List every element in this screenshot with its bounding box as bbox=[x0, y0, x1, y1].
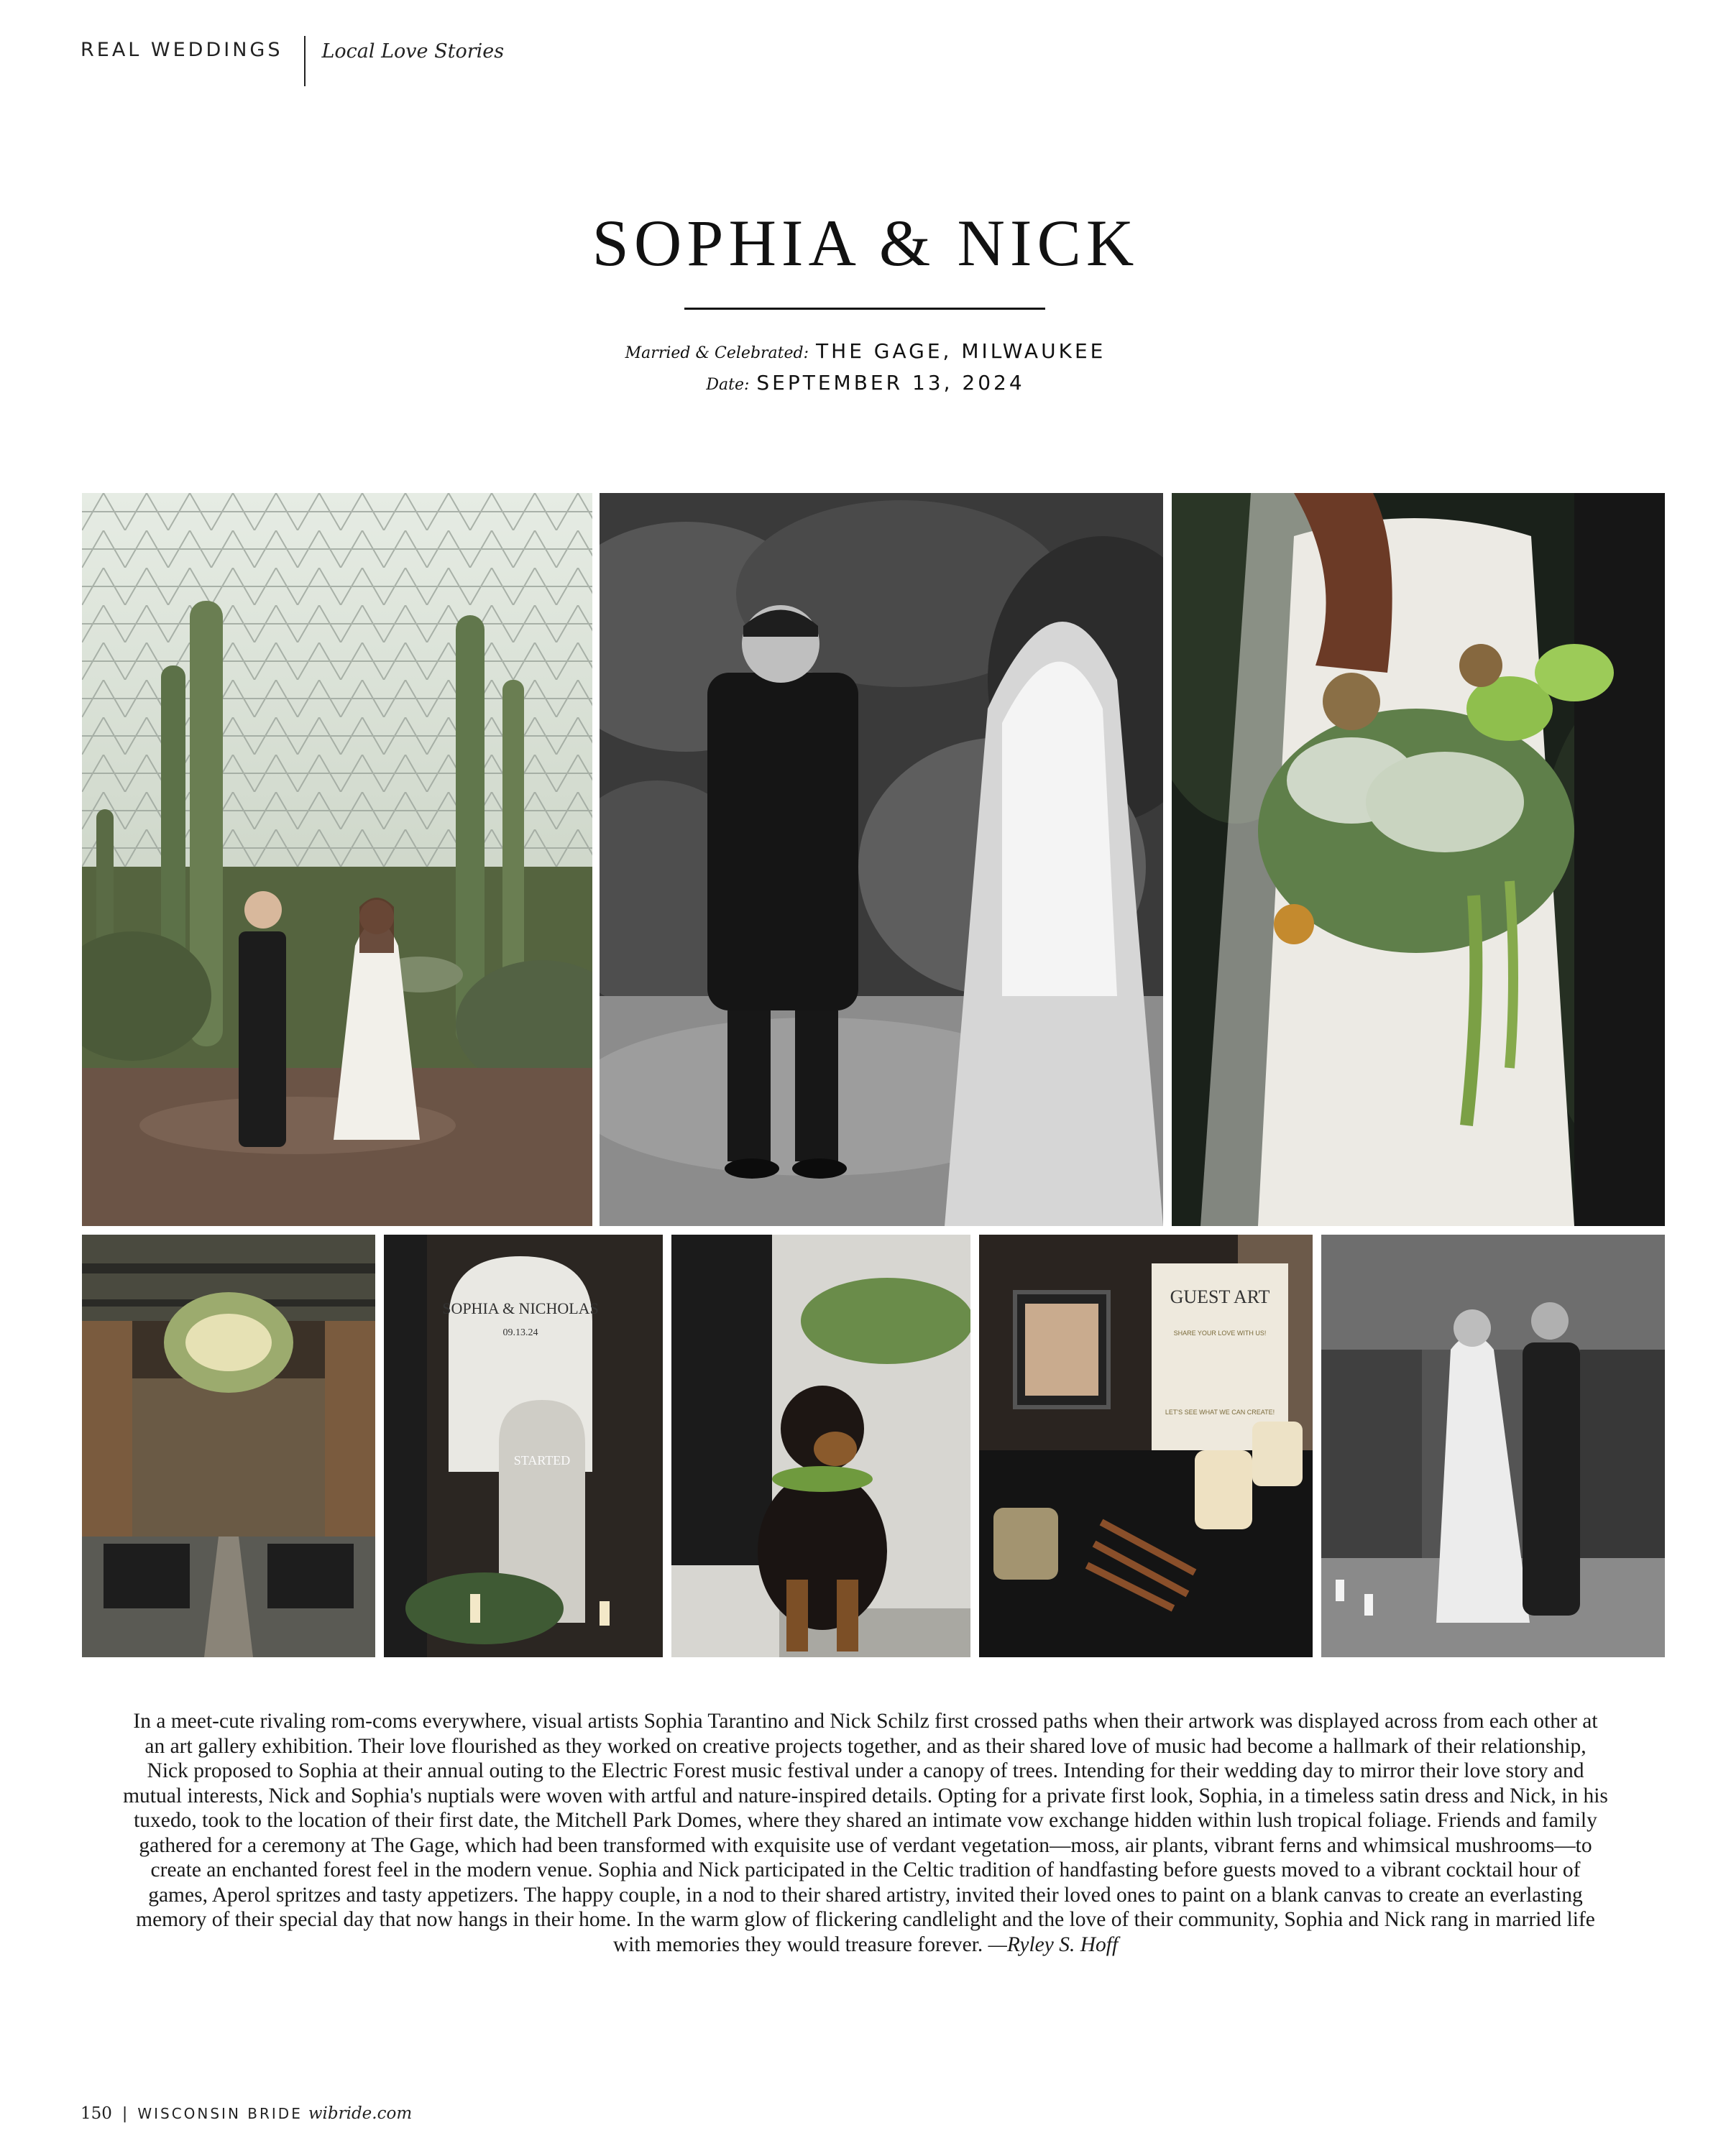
sign-started: STARTED bbox=[513, 1453, 571, 1468]
sign-names: SOPHIA & NICHOLAS bbox=[442, 1299, 599, 1317]
photo-recessional bbox=[1321, 1235, 1665, 1657]
photo-ceremony-hall bbox=[82, 1235, 375, 1657]
guest-art-line2: LET'S SEE WHAT WE CAN CREATE! bbox=[1165, 1409, 1275, 1416]
page-number: 150 bbox=[81, 2104, 112, 2123]
story-author: —Ryley S. Hoff bbox=[988, 1932, 1119, 1956]
article-title: SOPHIA & NICK bbox=[592, 206, 1139, 280]
photo-bouquet bbox=[1172, 493, 1665, 1226]
story-text: In a meet-cute rivaling rom-coms everywhere, visual artists Sophia Tarantino and Nick Schilz first crossed paths when their artwork was displayed across from each other at an art gallery exhibition. Their love flourished as they worked on creative projects together, and as their shared love of music had become a hallmark of their relationship, Nick proposed to Sophia at their annual outing to the Electric Forest music festival under a canopy of trees. Intending for their wedding day to mirror their love story and mutual interests, Nick and Sophia's nuptials were woven with artful and nature-inspired details. Opting for a private first look, Sophia, in a timeless satin dress and Nick, in his tuxedo, took to the location of their first date, the Mitchell Park Domes, where they shared an intimate vow exchange hidden within lush tropical foliage. Friends and family gathered for a ceremony at The Gage, which had been transformed with exquisite use of verdant vegetation—moss, air plants, vibrant ferns and whimsical mushrooms—to create an enchanted forest feel in the modern venue. Sophia and Nick participated in the Celtic tradition of handfasting before guests moved to a vibrant cocktail hour of games, Aperol spritzes and tasty appetizers. The happy couple, in a nod to their shared artistry, invited their loved ones to paint on a blank canvas to create an everlasting memory of their special day that now hangs in their home. In the warm glow of flickering candlelight and the love of their community, Sophia and Nick rang in married life with memories they would treasure forever. bbox=[123, 1710, 1608, 1956]
photo-guest-art bbox=[979, 1235, 1313, 1657]
guest-art-title: GUEST ART bbox=[1170, 1286, 1270, 1307]
publication-name: WISCONSIN BRIDE bbox=[137, 2105, 303, 2122]
title-rule bbox=[684, 308, 1045, 310]
photo-dog bbox=[671, 1235, 970, 1657]
page-header bbox=[81, 36, 504, 88]
sign-date: 09.13.24 bbox=[502, 1327, 538, 1338]
married-label: Married & Celebrated: bbox=[625, 344, 809, 362]
venue-line bbox=[0, 339, 1731, 363]
date-label: Date: bbox=[706, 376, 750, 394]
guest-art-line1: SHARE YOUR LOVE WITH US! bbox=[1173, 1330, 1267, 1337]
page-footer bbox=[81, 2104, 412, 2123]
header-divider bbox=[304, 36, 306, 86]
date-value: SEPTEMBER 13, 2024 bbox=[756, 371, 1025, 395]
website-link[interactable]: wibride.com bbox=[308, 2104, 413, 2123]
date-line bbox=[0, 371, 1731, 395]
footer-separator: | bbox=[121, 2104, 128, 2123]
photo-welcome-sign bbox=[384, 1235, 663, 1657]
section-label: REAL WEDDINGS bbox=[81, 39, 283, 61]
venue-value: THE GAGE, MILWAUKEE bbox=[816, 339, 1106, 363]
photo-couple-dome bbox=[82, 493, 592, 1226]
story-paragraph bbox=[122, 1709, 1609, 1957]
photo-first-look bbox=[600, 493, 1163, 1226]
subsection-label: Local Love Stories bbox=[321, 40, 505, 63]
